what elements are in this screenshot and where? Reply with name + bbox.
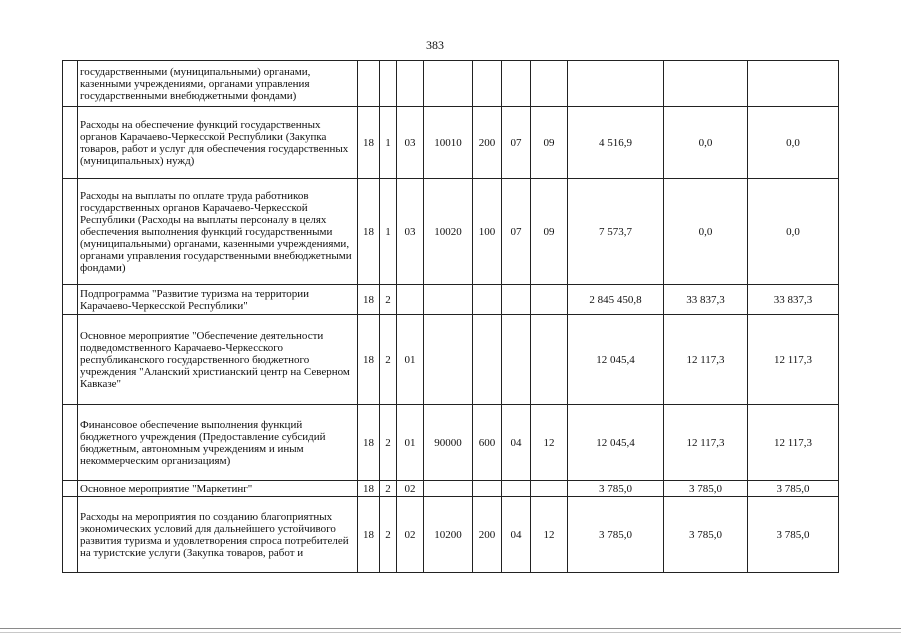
- amount-cell: 12 045,4: [568, 405, 664, 481]
- code-cell: 07: [502, 179, 531, 285]
- code-cell: [397, 285, 424, 315]
- row-description: Финансовое обеспечение выполнения функций бюджетного учреждения (Предоставление субсидий бюджетным, автономным учреждениям и иным некоммерческим организациям): [78, 405, 358, 481]
- amount-cell: 7 573,7: [568, 179, 664, 285]
- amount-cell: 3 785,0: [748, 497, 839, 573]
- table-row: [63, 315, 839, 405]
- row-description: Основное мероприятие "Маркетинг": [78, 481, 358, 497]
- code-cell: 12: [531, 405, 568, 481]
- code-cell: 03: [397, 107, 424, 179]
- table-row: [63, 179, 839, 285]
- code-cell: [397, 61, 424, 107]
- code-cell: 18: [358, 179, 380, 285]
- row-description: Расходы на мероприятия по созданию благоприятных экономических условий для дальнейшего устойчивого развития туризма и удовлетворения спроса потребителей на туристские услуги (Закупка товаров, работ и: [78, 497, 358, 573]
- amount-cell: 12 117,3: [664, 405, 748, 481]
- amount-cell: 0,0: [748, 107, 839, 179]
- scan-edge-line: [0, 628, 901, 629]
- code-cell: 02: [397, 497, 424, 573]
- code-cell: 18: [358, 497, 380, 573]
- table-row: [63, 61, 839, 107]
- amount-cell: 12 117,3: [748, 405, 839, 481]
- code-cell: 04: [502, 405, 531, 481]
- code-cell: 10200: [424, 497, 473, 573]
- code-cell: 01: [397, 405, 424, 481]
- row-description: Расходы на обеспечение функций государственных органов Карачаево-Черкесской Республики (Закупка товаров, работ и услуг для обеспечения государственных (муниципальных) нужд): [78, 107, 358, 179]
- blank-cell: [63, 315, 78, 405]
- row-description: Основное мероприятие "Обеспечение деятельности подведомственного Карачаево-Черкесского республиканского государственного бюджетного учреждения "Аланский христианский центр на Северном Кавказе": [78, 315, 358, 405]
- blank-cell: [63, 179, 78, 285]
- row-description: государственными (муниципальными) органами, казенными учреждениями, органами управления государственными внебюджетными фондами): [78, 61, 358, 107]
- amount-cell: 0,0: [664, 179, 748, 285]
- code-cell: [502, 481, 531, 497]
- code-cell: [424, 61, 473, 107]
- code-cell: 200: [473, 497, 502, 573]
- code-cell: [531, 315, 568, 405]
- code-cell: 2: [380, 481, 397, 497]
- code-cell: 09: [531, 107, 568, 179]
- blank-cell: [63, 481, 78, 497]
- table-row: [63, 481, 839, 497]
- amount-cell: 12 117,3: [748, 315, 839, 405]
- blank-cell: [63, 497, 78, 573]
- amount-cell: 0,0: [664, 107, 748, 179]
- code-cell: 09: [531, 179, 568, 285]
- code-cell: [473, 61, 502, 107]
- code-cell: [424, 481, 473, 497]
- blank-cell: [63, 405, 78, 481]
- code-cell: 200: [473, 107, 502, 179]
- code-cell: 18: [358, 405, 380, 481]
- amount-cell: 33 837,3: [748, 285, 839, 315]
- code-cell: [380, 61, 397, 107]
- code-cell: [473, 285, 502, 315]
- code-cell: 18: [358, 315, 380, 405]
- code-cell: 07: [502, 107, 531, 179]
- amount-cell: [748, 61, 839, 107]
- scan-edge-line: [0, 632, 901, 633]
- code-cell: 18: [358, 285, 380, 315]
- amount-cell: 2 845 450,8: [568, 285, 664, 315]
- code-cell: 12: [531, 497, 568, 573]
- code-cell: 2: [380, 285, 397, 315]
- code-cell: [424, 315, 473, 405]
- budget-table: [62, 60, 839, 573]
- amount-cell: 3 785,0: [664, 497, 748, 573]
- amount-cell: 3 785,0: [664, 481, 748, 497]
- code-cell: 03: [397, 179, 424, 285]
- code-cell: [424, 285, 473, 315]
- code-cell: [502, 61, 531, 107]
- blank-cell: [63, 107, 78, 179]
- amount-cell: 3 785,0: [568, 481, 664, 497]
- code-cell: [473, 315, 502, 405]
- amount-cell: 3 785,0: [568, 497, 664, 573]
- table-row: [63, 497, 839, 573]
- code-cell: [531, 285, 568, 315]
- row-description: Подпрограмма "Развитие туризма на территории Карачаево-Черкесской Республики": [78, 285, 358, 315]
- amount-cell: 3 785,0: [748, 481, 839, 497]
- table-row: [63, 107, 839, 179]
- blank-cell: [63, 285, 78, 315]
- code-cell: 1: [380, 107, 397, 179]
- code-cell: 18: [358, 481, 380, 497]
- amount-cell: [568, 61, 664, 107]
- code-cell: 10010: [424, 107, 473, 179]
- code-cell: [502, 315, 531, 405]
- code-cell: 100: [473, 179, 502, 285]
- table-row: [63, 285, 839, 315]
- code-cell: 04: [502, 497, 531, 573]
- amount-cell: 4 516,9: [568, 107, 664, 179]
- code-cell: 02: [397, 481, 424, 497]
- page-number: 383: [426, 38, 444, 52]
- code-cell: 600: [473, 405, 502, 481]
- code-cell: [502, 285, 531, 315]
- code-cell: 1: [380, 179, 397, 285]
- amount-cell: [664, 61, 748, 107]
- code-cell: 10020: [424, 179, 473, 285]
- table-row: [63, 405, 839, 481]
- blank-cell: [63, 61, 78, 107]
- code-cell: 01: [397, 315, 424, 405]
- code-cell: 2: [380, 405, 397, 481]
- code-cell: 2: [380, 315, 397, 405]
- code-cell: 90000: [424, 405, 473, 481]
- code-cell: [531, 61, 568, 107]
- code-cell: [358, 61, 380, 107]
- row-description: Расходы на выплаты по оплате труда работников государственных органов Карачаево-Черкесской Республики (Расходы на выплаты персоналу в целях обеспечения выполнения функций государственными (муниципальными) органами, казенными учреждениями, органами управления государственными внебюджетными фондами): [78, 179, 358, 285]
- amount-cell: 12 117,3: [664, 315, 748, 405]
- amount-cell: 33 837,3: [664, 285, 748, 315]
- amount-cell: 0,0: [748, 179, 839, 285]
- code-cell: 18: [358, 107, 380, 179]
- code-cell: 2: [380, 497, 397, 573]
- amount-cell: 12 045,4: [568, 315, 664, 405]
- code-cell: [473, 481, 502, 497]
- code-cell: [531, 481, 568, 497]
